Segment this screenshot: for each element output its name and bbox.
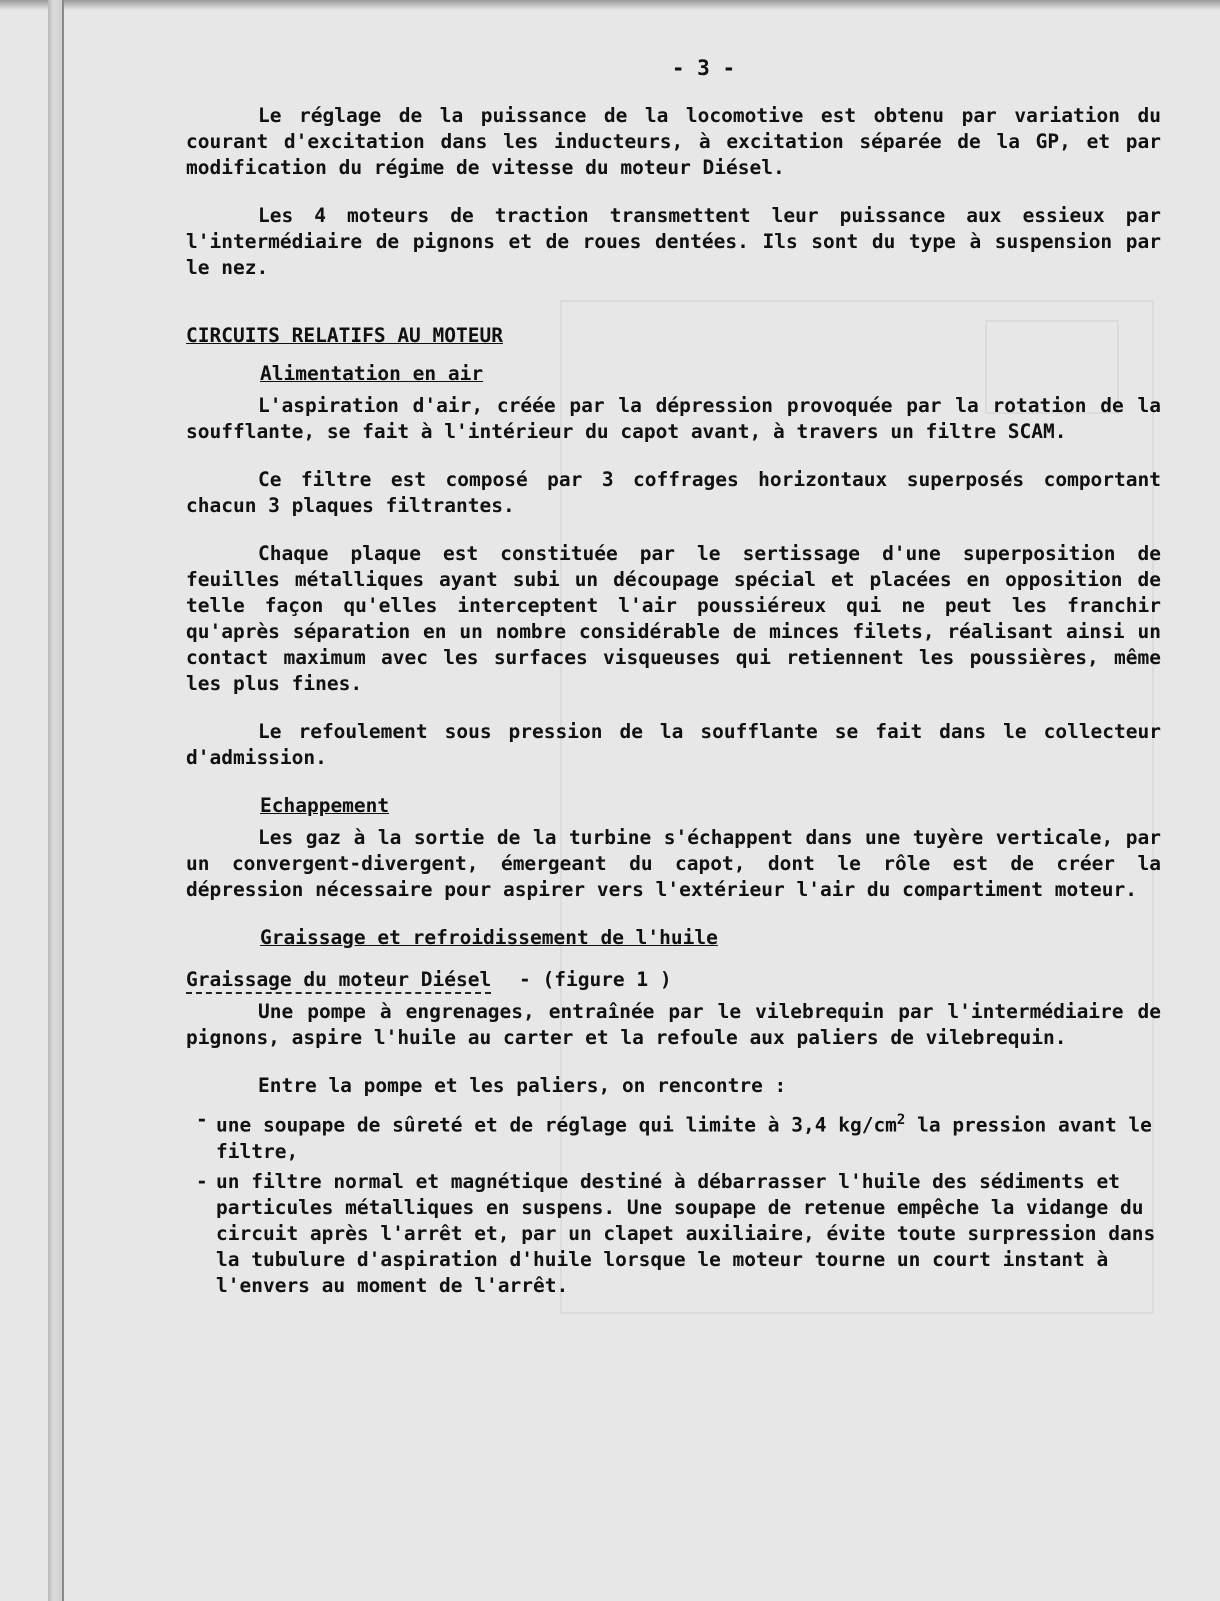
exhaust-heading: Echappement <box>260 794 390 817</box>
list-item <box>186 1107 1161 1165</box>
air-heading: Alimentation en air <box>260 362 484 385</box>
binding-line <box>62 0 64 1601</box>
page-binding <box>48 0 62 1601</box>
section-heading <box>186 323 1161 349</box>
list-item-1-text-end: la pression avant le filtre, <box>216 1113 1152 1163</box>
oil-paragraph-2: Entre la pompe et les paliers, on rencontre : <box>258 1074 787 1097</box>
air-paragraph-2: Ce filtre est composé par 3 coffrages horizontaux superposés comportant chacun 3 plaques filtrantes. <box>186 468 1161 517</box>
section-title: CIRCUITS RELATIFS AU MOTEUR <box>186 324 503 347</box>
page-number: - 3 - <box>671 56 736 80</box>
document-body <box>186 55 1161 1303</box>
intro-paragraph-2: Les 4 moteurs de traction transmettent leur puissance aux essieux par l'intermédiaire de pignons et de roues dentées. Ils sont du type à suspension par le nez. <box>186 204 1161 279</box>
list-item-1-text: une soupape de sûreté et de réglage qui limite à 3,4 kg/cm <box>216 1113 897 1137</box>
oil-figure-reference: - (figure 1 ) <box>519 968 672 991</box>
oil-heading: Graissage et refroidissement de l'huile <box>260 926 718 949</box>
oil-subheading-row <box>186 967 1161 993</box>
oil-heading-row <box>260 925 1161 951</box>
air-paragraph-3: Chaque plaque est constituée par le sertissage d'une superposition de feuilles métalliques ayant subi un découpage spécial et placées en opposition de telle façon qu'elles interceptent l'air poussiéreux qui ne peut les franchir qu'après séparation en un nombre considérable de minces filets, réalisant ainsi un contact maximum avec les surfaces visqueuses qui retiennent les poussières, même les plus fines. <box>186 542 1161 695</box>
list-item: - un filtre normal et magnétique destiné à débarrasser l'huile des sédiments et particules métalliques en suspens. Une soupape de retenue empêche la vidange du circuit après l'arrêt et, par un clapet auxiliaire, évite toute surpression dans la tubulure d'aspiration d'huile lorsque le moteur tourne un court instant à l'envers au moment de l'arrêt. <box>186 1169 1161 1299</box>
page-top-edge <box>0 0 1220 10</box>
air-paragraph-4: Le refoulement sous pression de la soufflante se fait dans le collecteur d'admission. <box>186 720 1161 769</box>
exhaust-paragraph-1: Les gaz à la sortie de la turbine s'échappent dans une tuyère verticale, par un convergent-divergent, émergeant du capot, dont le rôle est de créer la dépression nécessaire pour aspirer vers l'extérieur l'air du compartiment moteur. <box>186 826 1161 901</box>
oil-subheading: Graissage du moteur Diésel <box>186 968 491 994</box>
oil-components-list <box>186 1107 1161 1299</box>
air-heading-row <box>260 361 1161 387</box>
superscript-2: 2 <box>896 1112 906 1128</box>
air-paragraph-1: L'aspiration d'air, créée par la dépression provoquée par la rotation de la soufflante, se fait à l'intérieur du capot avant, à travers un filtre SCAM. <box>186 394 1161 443</box>
oil-paragraph-1: Une pompe à engrenages, entraînée par le vilebrequin par l'intermédiaire de pignons, aspire l'huile au carter et la refoule aux paliers de vilebrequin. <box>186 1000 1161 1049</box>
exhaust-heading-row <box>260 793 1161 819</box>
intro-paragraph-1: Le réglage de la puissance de la locomotive est obtenu par variation du courant d'excitation dans les inducteurs, à excitation séparée de la GP, et par modification du régime de vitesse du moteur Diésel. <box>186 104 1161 179</box>
